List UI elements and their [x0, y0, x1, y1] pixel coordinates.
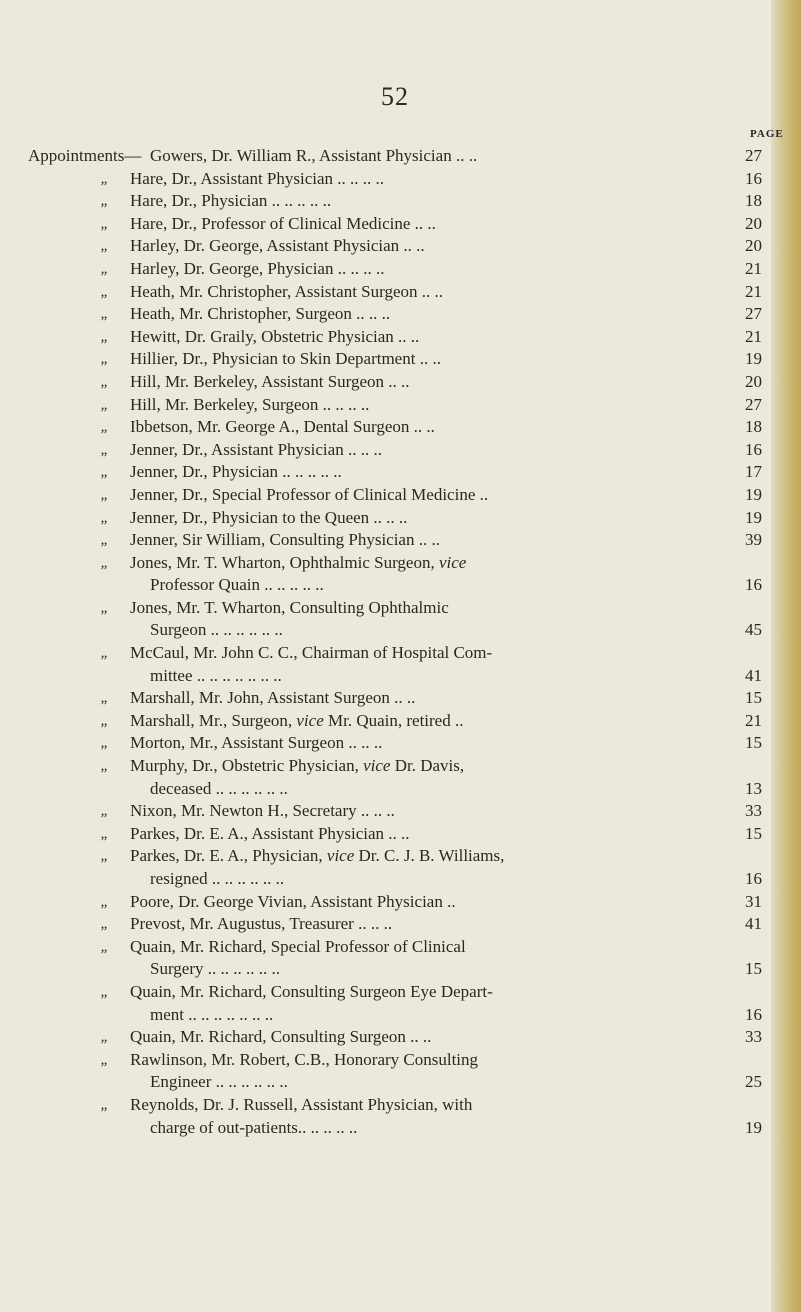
- ditto-mark: „: [100, 486, 108, 503]
- entry-page-number: 21: [745, 281, 762, 301]
- entry-text: Ibbetson, Mr. George A., Dental Surgeon .. ..: [130, 417, 435, 437]
- entry-text: Parkes, Dr. E. A., Physician, vice Dr. C. J. B. Williams,: [130, 846, 505, 866]
- ditto-mark: „: [100, 690, 108, 707]
- entry-page-number: 16: [745, 1004, 762, 1024]
- ditto-mark: „: [100, 373, 108, 390]
- entry-page-number: 15: [745, 688, 762, 708]
- ditto-mark: „: [100, 1051, 108, 1068]
- entry-page-number: 25: [745, 1072, 762, 1092]
- page-column-heading: PAGE: [750, 128, 784, 140]
- index-entry: [0, 936, 790, 959]
- index-entry: [0, 823, 790, 846]
- entry-text: ment .. .. .. .. .. .. ..: [150, 1004, 274, 1024]
- entry-text: Jenner, Dr., Assistant Physician .. .. ..: [130, 439, 382, 459]
- entry-text: McCaul, Mr. John C. C., Chairman of Hospital Com-: [130, 643, 493, 663]
- index-entry: [0, 552, 790, 575]
- entry-page-number: 27: [745, 146, 762, 165]
- index-entry: [0, 1117, 790, 1140]
- ditto-mark: „: [100, 193, 108, 210]
- index-entry: [0, 348, 790, 371]
- index-entry: [0, 778, 790, 801]
- ditto-mark: „: [100, 803, 108, 820]
- index-entry: [0, 732, 790, 755]
- entry-page-number: 27: [745, 304, 762, 324]
- ditto-mark: „: [100, 441, 108, 458]
- entry-text: Professor Quain .. .. .. .. ..: [150, 575, 324, 595]
- index-entry: [0, 710, 790, 733]
- entry-text: Hill, Mr. Berkeley, Surgeon .. .. .. ..: [130, 394, 370, 414]
- index-entry: [0, 235, 790, 258]
- lead-label: Appointments—: [28, 146, 142, 165]
- entry-page-number: 27: [745, 394, 762, 414]
- index-entry: [0, 394, 790, 417]
- index-entry: [0, 958, 790, 981]
- index-entry: [0, 213, 790, 236]
- index-entry: [0, 619, 790, 642]
- ditto-mark: „: [100, 1029, 108, 1046]
- entry-page-number: 19: [745, 507, 762, 527]
- ditto-mark: „: [100, 306, 108, 323]
- index-entry: [0, 755, 790, 778]
- ditto-mark: „: [100, 554, 108, 571]
- index-entry: [0, 891, 790, 914]
- index-entry: [0, 1026, 790, 1049]
- entry-page-number: 15: [745, 823, 762, 843]
- ditto-mark: „: [100, 599, 108, 616]
- entry-text: Hare, Dr., Assistant Physician .. .. .. ..: [130, 168, 385, 188]
- entry-text: Surgery .. .. .. .. .. ..: [150, 959, 281, 979]
- entry-text: Hare, Dr., Physician .. .. .. .. ..: [130, 191, 332, 211]
- entry-page-number: 45: [745, 620, 762, 640]
- entry-text: Prevost, Mr. Augustus, Treasurer .. .. ..: [130, 914, 393, 934]
- index-entry: [0, 461, 790, 484]
- entry-text: Jones, Mr. T. Wharton, Ophthalmic Surgeon, vice: [130, 552, 467, 572]
- index-entry: [0, 529, 790, 552]
- index-entry: [0, 190, 790, 213]
- entry-text: Quain, Mr. Richard, Consulting Surgeon .. ..: [130, 1027, 432, 1047]
- entry-text: Hill, Mr. Berkeley, Assistant Surgeon .. ..: [130, 371, 410, 391]
- index-entry: [0, 371, 790, 394]
- ditto-mark: „: [100, 848, 108, 865]
- ditto-mark: „: [100, 1096, 108, 1113]
- index-entry: [0, 484, 790, 507]
- index-entry: [0, 258, 790, 281]
- entry-text: Poore, Dr. George Vivian, Assistant Physician ..: [130, 891, 456, 911]
- entry-text: Reynolds, Dr. J. Russell, Assistant Physician, with: [130, 1094, 473, 1114]
- ditto-mark: „: [100, 170, 108, 187]
- ditto-mark: „: [100, 983, 108, 1000]
- entry-text: Engineer .. .. .. .. .. ..: [150, 1072, 288, 1092]
- entry-text: Hare, Dr., Professor of Clinical Medicine .. ..: [130, 213, 436, 233]
- entry-page-number: 16: [745, 575, 762, 595]
- ditto-mark: „: [100, 464, 108, 481]
- index-entry: [0, 507, 790, 530]
- entry-page-number: 13: [745, 778, 762, 798]
- entry-page-number: 19: [745, 349, 762, 369]
- ditto-mark: „: [100, 283, 108, 300]
- ditto-mark: „: [100, 419, 108, 436]
- entry-text: Jenner, Dr., Physician .. .. .. .. ..: [130, 462, 342, 482]
- entry-page-number: 41: [745, 914, 762, 934]
- ditto-mark: „: [100, 825, 108, 842]
- entry-page-number: 33: [745, 801, 762, 821]
- index-entry: [0, 597, 790, 620]
- entry-text: Morton, Mr., Assistant Surgeon .. .. ..: [130, 733, 383, 753]
- index-entry: [0, 574, 790, 597]
- entry-page-number: 16: [745, 439, 762, 459]
- index-entries: [0, 145, 790, 1139]
- index-entry: [0, 281, 790, 304]
- entry-text: Marshall, Mr., Surgeon, vice Mr. Quain, retired ..: [130, 710, 464, 730]
- entry-page-number: 20: [745, 371, 762, 391]
- ditto-mark: „: [100, 328, 108, 345]
- entry-text: Heath, Mr. Christopher, Assistant Surgeon .. ..: [130, 281, 444, 301]
- entry-page-number: 16: [745, 869, 762, 888]
- ditto-mark: „: [100, 260, 108, 277]
- ditto-mark: „: [100, 916, 108, 933]
- index-entry: [0, 1094, 790, 1117]
- entry-text: Parkes, Dr. E. A., Assistant Physician .. ..: [130, 823, 410, 843]
- index-entry: [0, 845, 790, 868]
- index-entry: [0, 913, 790, 936]
- entry-text: Hillier, Dr., Physician to Skin Department .. ..: [130, 349, 441, 369]
- index-entry: [0, 168, 790, 191]
- ditto-mark: „: [100, 509, 108, 526]
- ditto-mark: „: [100, 396, 108, 413]
- index-entry: [0, 439, 790, 462]
- ditto-mark: „: [100, 238, 108, 255]
- index-entry: [0, 416, 790, 439]
- entry-text: Harley, Dr. George, Physician .. .. .. ..: [130, 258, 385, 278]
- entry-text: Jenner, Dr., Special Professor of Clinical Medicine ..: [130, 484, 489, 504]
- entry-text: Murphy, Dr., Obstetric Physician, vice Dr. Davis,: [130, 756, 465, 776]
- ditto-mark: „: [100, 351, 108, 368]
- index-entry: [0, 1004, 790, 1027]
- entry-text: Hewitt, Dr. Graily, Obstetric Physician .. ..: [130, 326, 420, 346]
- index-entry: [0, 326, 790, 349]
- ditto-mark: „: [100, 893, 108, 910]
- ditto-mark: „: [100, 712, 108, 729]
- entry-text: Surgeon .. .. .. .. .. ..: [150, 620, 283, 640]
- entry-page-number: 20: [745, 236, 762, 256]
- entry-page-number: 20: [745, 213, 762, 233]
- index-entry: [0, 1071, 790, 1094]
- entry-text: Heath, Mr. Christopher, Surgeon .. .. ..: [130, 304, 391, 324]
- index-entry: [0, 665, 790, 688]
- entry-text: mittee .. .. .. .. .. .. ..: [150, 665, 282, 685]
- entry-text: Marshall, Mr. John, Assistant Surgeon .. ..: [130, 688, 416, 708]
- entry-page-number: 16: [745, 168, 762, 188]
- ditto-mark: „: [100, 735, 108, 752]
- entry-page-number: 17: [745, 462, 762, 482]
- entry-text: Jenner, Dr., Physician to the Queen .. .. ..: [130, 507, 408, 527]
- entry-text: charge of out-patients.. .. .. .. ..: [150, 1117, 358, 1137]
- entry-text: Gowers, Dr. William R., Assistant Physician .. ..: [150, 146, 478, 165]
- entry-text: Jones, Mr. T. Wharton, Consulting Ophthalmic: [130, 597, 449, 617]
- entry-page-number: 21: [745, 326, 762, 346]
- entry-page-number: 39: [745, 530, 762, 550]
- index-entry: [0, 868, 790, 891]
- entry-text: deceased .. .. .. .. .. ..: [150, 778, 288, 798]
- entry-text: Rawlinson, Mr. Robert, C.B., Honorary Consulting: [130, 1049, 479, 1069]
- ditto-mark: „: [100, 645, 108, 662]
- entry-page-number: 19: [745, 1117, 762, 1137]
- entry-text: Quain, Mr. Richard, Special Professor of Clinical: [130, 936, 466, 956]
- entry-page-number: 21: [745, 258, 762, 278]
- ditto-mark: „: [100, 215, 108, 232]
- index-entry: [0, 642, 790, 665]
- index-entry: [0, 981, 790, 1004]
- entry-text: Nixon, Mr. Newton H., Secretary .. .. ..: [130, 801, 395, 821]
- index-entry: [0, 303, 790, 326]
- index-entry: [0, 687, 790, 710]
- entry-page-number: 15: [745, 733, 762, 753]
- ditto-mark: „: [100, 758, 108, 775]
- entry-page-number: 21: [745, 710, 762, 730]
- entry-page-number: 15: [745, 959, 762, 979]
- entry-page-number: 33: [745, 1027, 762, 1047]
- entry-text: Harley, Dr. George, Assistant Physician .. ..: [130, 236, 425, 256]
- index-entry: [0, 145, 790, 168]
- index-entry: [0, 1049, 790, 1072]
- entry-page-number: 41: [745, 665, 762, 685]
- entry-text: Quain, Mr. Richard, Consulting Surgeon Eye Depart-: [130, 981, 493, 1001]
- entry-page-number: 18: [745, 191, 762, 211]
- entry-page-number: 18: [745, 417, 762, 437]
- page-number: 52: [381, 82, 409, 111]
- entry-page-number: 31: [745, 891, 762, 911]
- ditto-mark: „: [100, 532, 108, 549]
- entry-text: Jenner, Sir William, Consulting Physician .. ..: [130, 530, 440, 550]
- index-entry: [0, 800, 790, 823]
- entry-page-number: 19: [745, 484, 762, 504]
- entry-text: resigned .. .. .. .. .. ..: [150, 869, 285, 888]
- ditto-mark: „: [100, 938, 108, 955]
